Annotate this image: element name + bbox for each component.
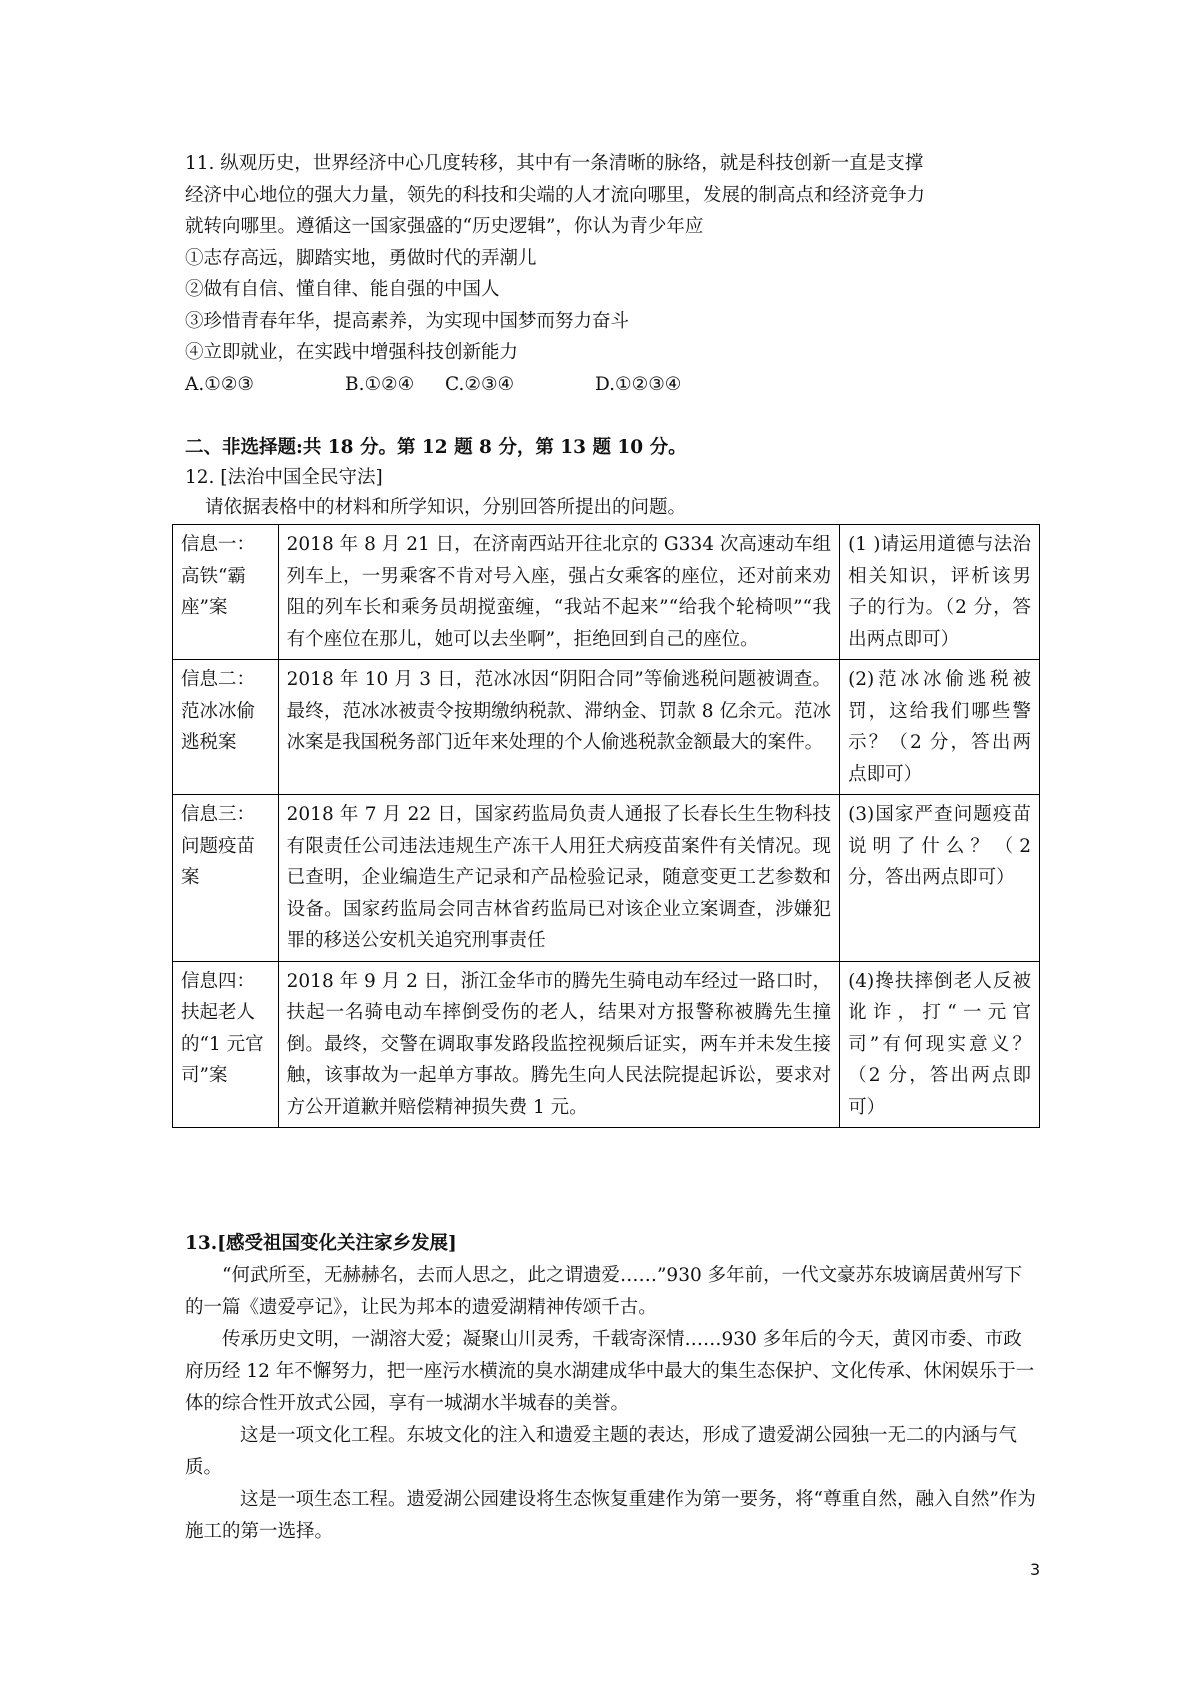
row-label: 信息三：问题疫苗案 [173,795,279,962]
row-content: 2018 年 10 月 3 日，范冰冰因“阴阳合同”等偷逃税问题被调查。最终，范冰冰被责令按期缴纳税款、滞纳金、罚款 8 亿余元。范冰冰案是我国税务部门近年来处理的个人偷逃税款金额最大的案件。 [278,660,839,795]
q11-stem-line: 就转向哪里。遵循这一国家强盛的“历史逻辑”，你认为青少年应 [185,216,704,237]
row-content: 2018 年 8 月 21 日，在济南西站开往北京的 G334 次高速动车组列车上，一男乘客不肯对号入座，强占女乘客的座位，还对前来劝阻的列车长和乘务员胡搅蛮缠，“我站不起来”“给我个轮椅呗”“我有个座位在那儿，她可以去坐啊”，拒绝回到自己的座位。 [278,525,839,660]
option-c: C.②③④ [445,373,515,395]
row-question: (2)范冰冰偷逃税被罚，这给我们哪些警示？（2 分，答出两点即可） [840,660,1040,795]
table-row [173,525,1040,660]
q11-options [185,369,1040,401]
question-11 [185,148,1040,400]
option-d: D.①②③④ [595,373,682,395]
q11-item: ④立即就业，在实践中增强科技创新能力 [185,342,519,363]
q13-title: 13.[感受祖国变化关注家乡发展] [185,1233,457,1254]
q12-info-table [172,524,1040,1128]
q12-intro: 请依据表格中的材料和所学知识，分别回答所提出的问题。 [205,497,687,518]
table-row [173,961,1040,1128]
row-label: 信息二：范冰冰偷逃税案 [173,660,279,795]
q11-stem-line: 经济中心地位的强大力量，领先的科技和尖端的人才流向哪里，发展的制高点和经济竞争力 [185,184,926,206]
q13-paragraph: 这是一项生态工程。遗爱湖公园建设将生态恢复重建作为第一要务，将“尊重自然，融入自然”作为施工的第一选择。 [185,1488,1036,1542]
q13-paragraph: “何武所至，无赫赫名，去而人思之，此之谓遗爱……”930 多年前，一代文豪苏东坡谪居黄州写下的一篇《遗爱亭记》，让民为邦本的遗爱湖精神传颂千古。 [185,1264,1023,1318]
q13-paragraph: 这是一项文化工程。东坡文化的注入和遗爱主题的表达，形成了遗爱湖公园独一无二的内涵与气质。 [185,1424,1018,1478]
row-label: 信息一：高铁“霸座”案 [173,525,279,660]
option-b: B.①②④ [345,373,415,395]
q11-stem-line: 11. 纵观历史，世界经济中心几度转移，其中有一条清晰的脉络，就是科技创新一直是支撑 [185,153,924,174]
table-row [173,660,1040,795]
q11-item: ①志存高远，脚踏实地，勇做时代的弄潮儿 [185,247,537,269]
row-content: 2018 年 9 月 2 日，浙江金华市的腾先生骑电动车经过一路口时，扶起一名骑电动车摔倒受伤的老人，结果对方报警称被腾先生撞倒。最终，交警在调取事发路段监控视频后证实，两车并未发生接触，该事故为一起单方事故。腾先生向人民法院提起诉讼，要求对方公开道歉并赔偿精神损失费 1 元。 [278,961,839,1128]
table-row [173,795,1040,962]
row-question: (1 )请运用道德与法治相关知识，评析该男子的行为。（2 分，答出两点即可） [840,525,1040,660]
q13-paragraph: 传承历史文明，一湖溶大爱；凝聚山川灵秀，千载寄深情……930 多年后的今天，黄冈市委、市政府历经 12 年不懈努力，把一座污水横流的臭水湖建成华中最大的集生态保护、文化传承、休闲娱乐于一体的综合性开放式公园，享有一城湖水半城春的美誉。 [185,1328,1035,1414]
question-13 [185,1228,1040,1548]
row-content: 2018 年 7 月 22 日，国家药监局负责人通报了长春长生生物科技有限责任公司违法违规生产冻干人用狂犬病疫苗案件有关情况。现已查明，企业编造生产记录和产品检验记录，随意变更工艺参数和设备。国家药监局会同吉林省药监局已对该企业立案调查，涉嫌犯罪的移送公安机关追究刑事责任 [278,795,839,962]
row-question: (4)搀扶摔倒老人反被讹诈，打“一元官司”有何现实意义？（2 分，答出两点即可） [840,961,1040,1128]
option-a: A.①②③ [185,373,254,395]
row-question: (3)国家严查问题疫苗说明了什么？（2 分，答出两点即可） [840,795,1040,962]
row-label: 信息四：扶起老人的“1 元官司”案 [173,961,279,1128]
page-number: 3 [1030,1560,1041,1579]
q11-item: ②做有自信、懂自律、能自强的中国人 [185,279,500,300]
section-2-title: 二、非选择题:共 18 分。第 12 题 8 分，第 13 题 10 分。 [185,437,687,458]
q11-item: ③珍惜青春年华，提高素养，为实现中国梦而努力奋斗 [185,310,630,332]
q12-title: 12. [法治中国全民守法] [185,467,383,488]
